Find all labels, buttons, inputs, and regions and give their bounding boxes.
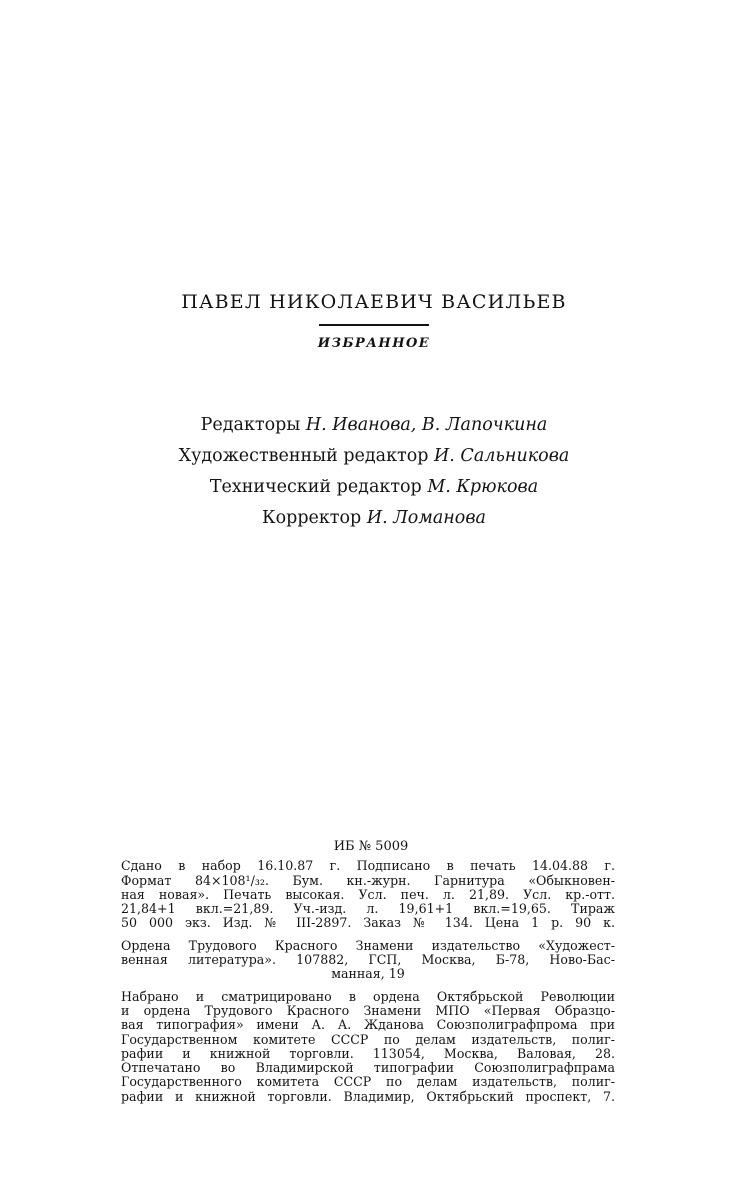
credit-names: Н. Иванова, В. Лапочкина (305, 415, 548, 435)
credit-role: Редакторы (200, 415, 301, 435)
imprint-line: Ордена Трудового Красного Знамени издательство «Художест- (121, 937, 615, 953)
imprint-line: венная литература». 107882, ГСП, Москва, Б-78, Ново-Бас- (121, 952, 615, 968)
imprint-line: Формат 84×108¹/₃₂. Бум. кн.-журн. Гарнитура «Обыкновен- (121, 872, 615, 888)
credit-line-art-editor (12, 441, 736, 472)
imprint-line: и ордена Трудового Красного Знамени МПО «Первая Образцо- (121, 1002, 615, 1018)
publisher-details (121, 939, 615, 982)
credit-role: Художественный редактор (178, 446, 429, 466)
credit-names: И. Сальникова (434, 446, 570, 466)
credit-names: М. Крюкова (427, 477, 539, 497)
credit-role: Корректор (262, 508, 362, 528)
imprint-line: ная новая». Печать высокая. Усл. печ. л. 21,89. Усл. кр.-отт. (121, 886, 615, 902)
imprint-line: манная, 19 (331, 966, 405, 982)
printer-details (121, 990, 615, 1104)
credit-names: И. Ломанова (366, 508, 486, 528)
imprint-line: Государственном комитете СССР по делам издательств, полиг- (121, 1031, 615, 1047)
credit-line-editors (12, 410, 736, 441)
imprint-line: Сдано в набор 16.10.87 г. Подписано в печать 14.04.88 г. (121, 858, 615, 874)
author-name: ПАВЕЛ НИКОЛАЕВИЧ ВАСИЛЬЕВ (181, 291, 567, 313)
book-title: ИЗБРАННОЕ (317, 336, 431, 351)
imprint-line: 50 000 экз. Изд. № III-2897. Заказ № 134. Цена 1 р. 90 к. (121, 915, 615, 931)
imprint-line: 21,84+1 вкл.=21,89. Уч.-изд. л. 19,61+1 вкл.=19,65. Тираж (121, 901, 615, 917)
editorial-credits (0, 410, 736, 534)
credit-line-technical-editor (12, 472, 736, 503)
imprint-line: Отпечатано во Владимирской типографии Союзполиграфпрама (121, 1060, 615, 1076)
ib-number: ИБ № 5009 (333, 839, 409, 854)
imprint-line: Государственного комитета СССР по делам издательств, полиг- (121, 1074, 615, 1090)
imprint-line: рафии и книжной торговли. Владимир, Октябрьский проспект, 7. (121, 1088, 615, 1104)
imprint-line: Набрано и сматрицировано в ордена Октябрьской Революции (121, 988, 615, 1004)
imprint-line: вая типография» имени А. А. Жданова Союзполиграфпрома при (121, 1017, 615, 1033)
production-details (121, 859, 615, 930)
title-divider (319, 324, 429, 326)
title-block (0, 290, 736, 351)
credit-role: Технический редактор (209, 477, 422, 497)
imprint-block (121, 840, 615, 1112)
credit-line-proofreader (12, 503, 736, 534)
imprint-line: рафии и книжной торговли. 113054, Москва, Валовая, 28. (121, 1045, 615, 1061)
